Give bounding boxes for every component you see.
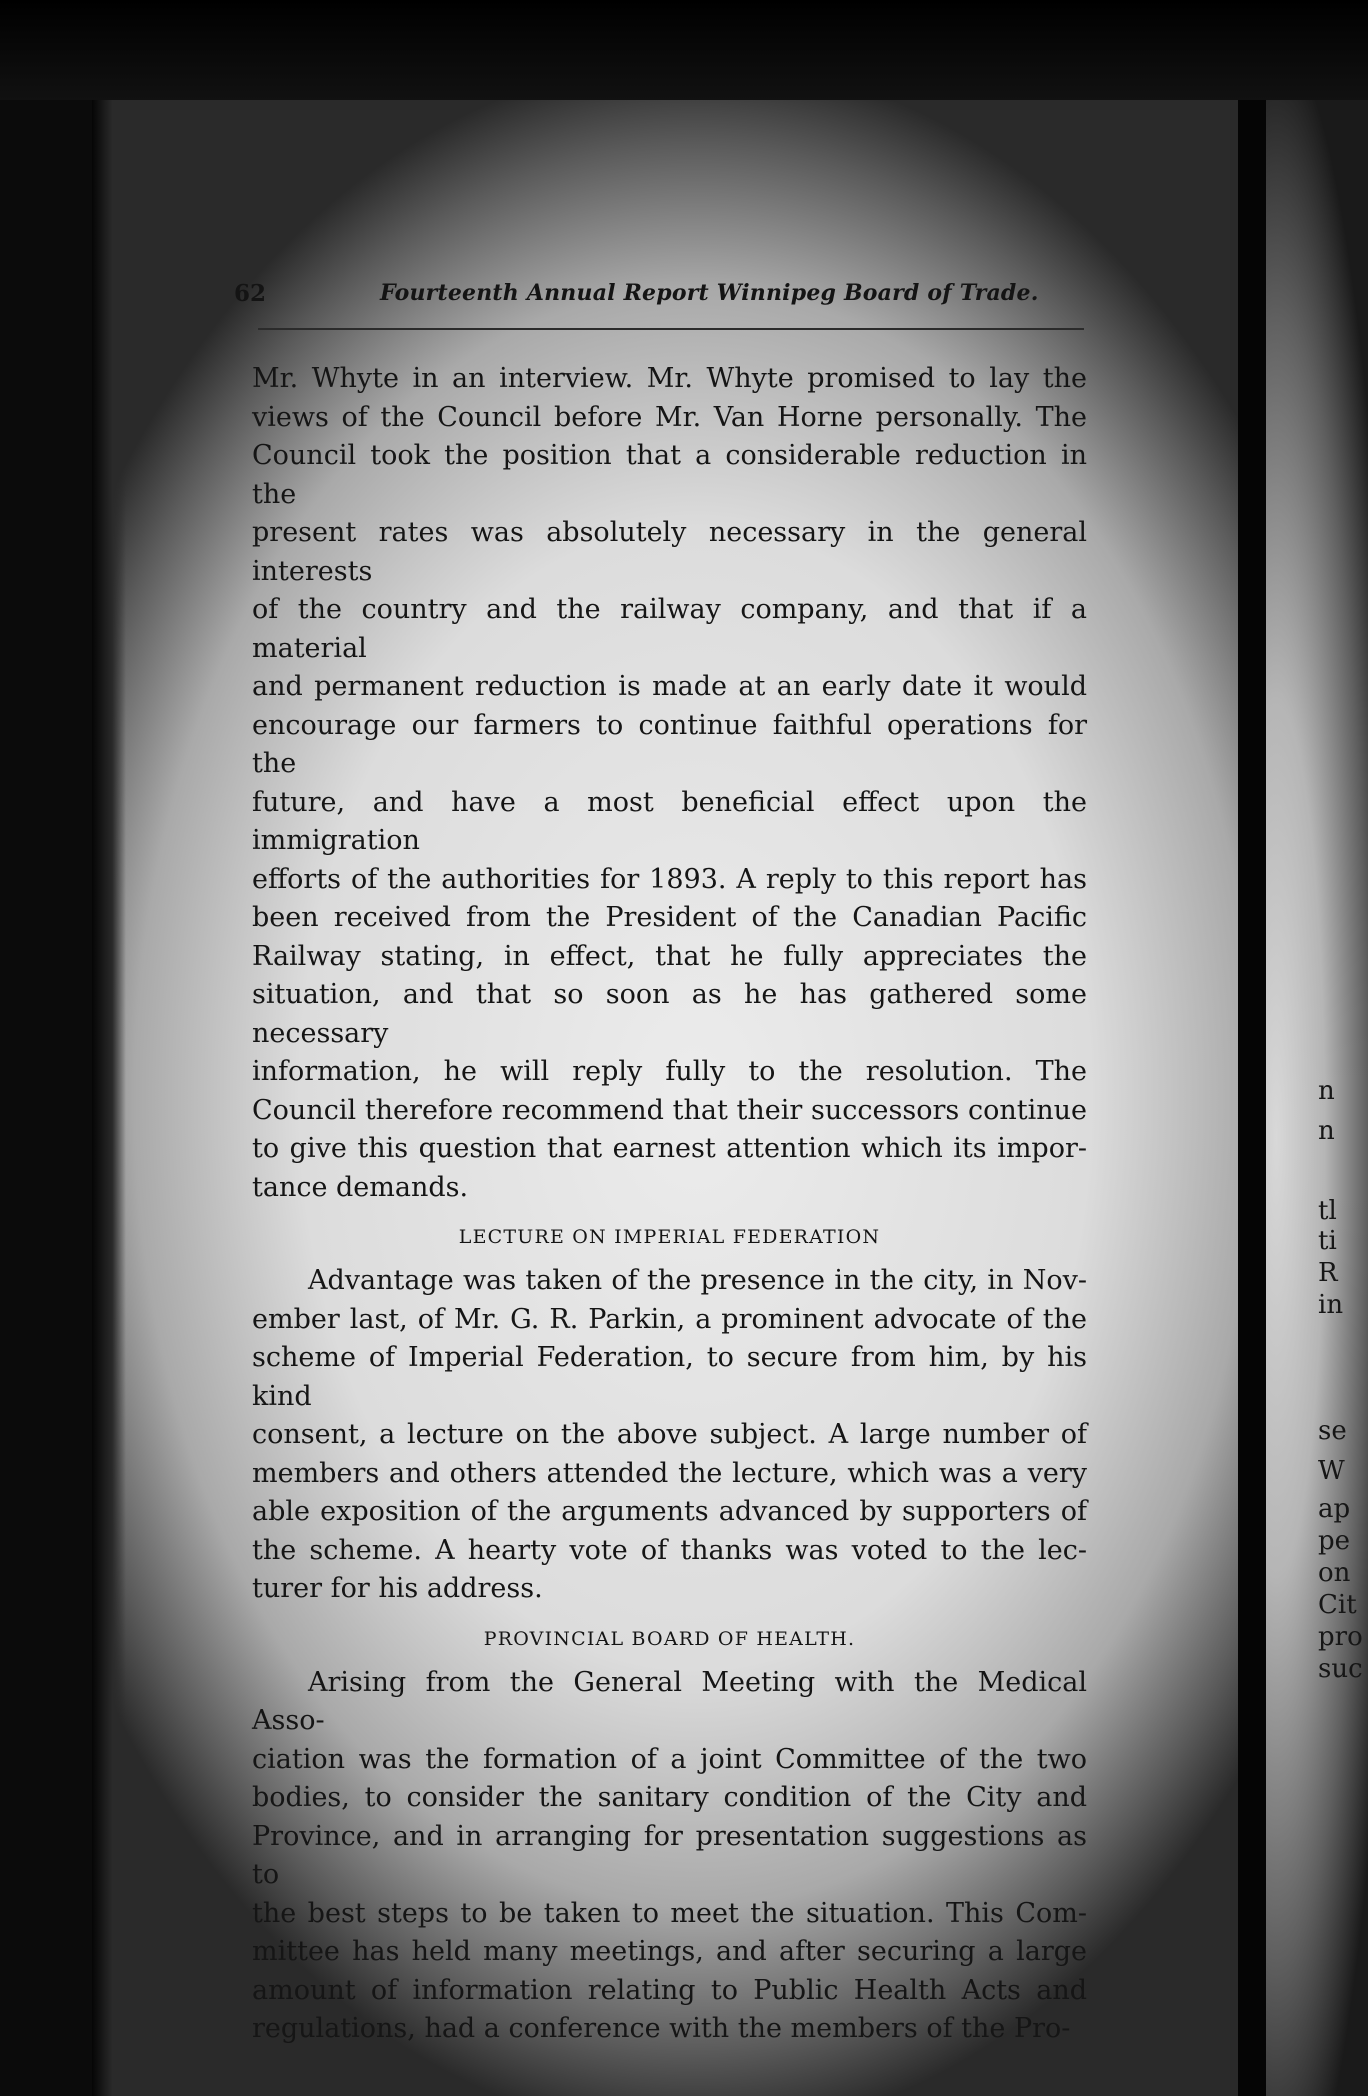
text-line: turer for his address. <box>252 1573 543 1604</box>
adjacent-page-fragment: Cit <box>1318 1590 1357 1620</box>
adjacent-page-fragment: pe <box>1318 1526 1351 1556</box>
text-line: Province, and in arranging for presentation suggestions as to <box>252 1820 1087 1890</box>
page-gutter <box>1238 100 1266 2096</box>
text-line: consent, a lecture on the above subject. A large number of <box>252 1419 1087 1450</box>
adjacent-page-fragment: se <box>1318 1416 1347 1446</box>
adjacent-page-fragment: n <box>1318 1116 1335 1146</box>
text-line: Council therefore recommend that their successors continue <box>252 1094 1087 1126</box>
text-line: able exposition of the arguments advanced by supporters of <box>252 1496 1087 1527</box>
text-line: Council took the position that a considerable reduction in the <box>252 440 1087 510</box>
adjacent-page-fragment: ti <box>1318 1226 1337 1256</box>
text-line: Advantage was taken of the presence in the city, in Nov- <box>308 1265 1087 1296</box>
text-line: ember last, of Mr. G. R. Parkin, a prominent advocate of the <box>252 1303 1087 1335</box>
adjacent-page-fragment: W <box>1318 1456 1345 1486</box>
paragraph <box>252 1262 1087 1609</box>
text-line: been received from the President of the Canadian Pacific <box>252 902 1087 933</box>
adjacent-page-fragment: pro <box>1318 1622 1363 1652</box>
text-line: and permanent reduction is made at an early date it would <box>252 671 1087 702</box>
text-line: Railway stating, in effect, that he fully appreciates the <box>252 940 1087 972</box>
text-line: encourage our farmers to continue faithful operations for the <box>252 709 1087 779</box>
text-line: information, he will reply fully to the resolution. The <box>252 1056 1087 1087</box>
text-line: bodies, to consider the sanitary condition of the City and <box>252 1782 1087 1813</box>
adjacent-page-fragment: ap <box>1318 1494 1351 1524</box>
text-line: scheme of Imperial Federation, to secure from him, by his kind <box>252 1342 1087 1412</box>
text-line: Mr. Whyte in an interview. Mr. Whyte promised to lay the <box>252 363 1087 394</box>
text-line: mittee has held many meetings, and after securing a large <box>252 1936 1087 1967</box>
page-number: 62 <box>234 280 267 307</box>
text-line: present rates was absolutely necessary in the general interests <box>252 517 1087 587</box>
adjacent-page-fragment: n <box>1318 1076 1335 1106</box>
adjacent-page <box>1266 100 1368 2096</box>
paragraph <box>252 1664 1087 2049</box>
text-line: members and others attended the lecture, which was a very <box>252 1457 1087 1489</box>
paragraph <box>252 360 1087 1207</box>
text-line: Arising from the General Meeting with the Medical Asso- <box>252 1666 1087 1736</box>
text-line: the scheme. A hearty vote of thanks was voted to the lec- <box>252 1534 1087 1566</box>
header-rule <box>258 328 1084 330</box>
text-line: future, and have a most beneficial effect upon the immigration <box>252 786 1087 856</box>
text-line: views of the Council before Mr. Van Horne personally. The <box>252 401 1087 433</box>
text-line: of the country and the railway company, and that if a material <box>252 594 1087 664</box>
text-line: tance demands. <box>252 1171 469 1203</box>
page-binding-shadow <box>92 100 126 2096</box>
adjacent-page-fragment: suc <box>1318 1654 1363 1684</box>
text-line: amount of information relating to Public Health Acts and <box>252 1974 1087 2006</box>
text-line: efforts of the authorities for 1893. A reply to this report has <box>252 863 1087 895</box>
text-line: the best steps to be taken to meet the situation. This Com- <box>252 1897 1087 1929</box>
running-head <box>234 280 1089 324</box>
section-heading: PROVINCIAL BOARD OF HEALTH. <box>483 1627 856 1650</box>
adjacent-page-fragment: in <box>1318 1290 1344 1320</box>
text-line: situation, and that so soon as he has gathered some necessary <box>252 979 1087 1049</box>
text-line: to give this question that earnest attention which its impor- <box>252 1133 1087 1164</box>
scan-top-border <box>0 0 1368 100</box>
adjacent-page-fragment: tl <box>1318 1196 1337 1226</box>
text-line: ciation was the formation of a joint Committee of the two <box>252 1743 1087 1775</box>
running-head-title: Fourteenth Annual Report Winnipeg Board of Trade. <box>380 280 1039 306</box>
section-heading: LECTURE ON IMPERIAL FEDERATION <box>458 1226 881 1248</box>
body-text <box>252 360 1087 2049</box>
adjacent-page-fragment: on <box>1318 1558 1351 1588</box>
text-line: regulations, had a conference with the members of the Pro- <box>252 2013 1071 2044</box>
adjacent-page-fragment: R <box>1318 1258 1338 1288</box>
